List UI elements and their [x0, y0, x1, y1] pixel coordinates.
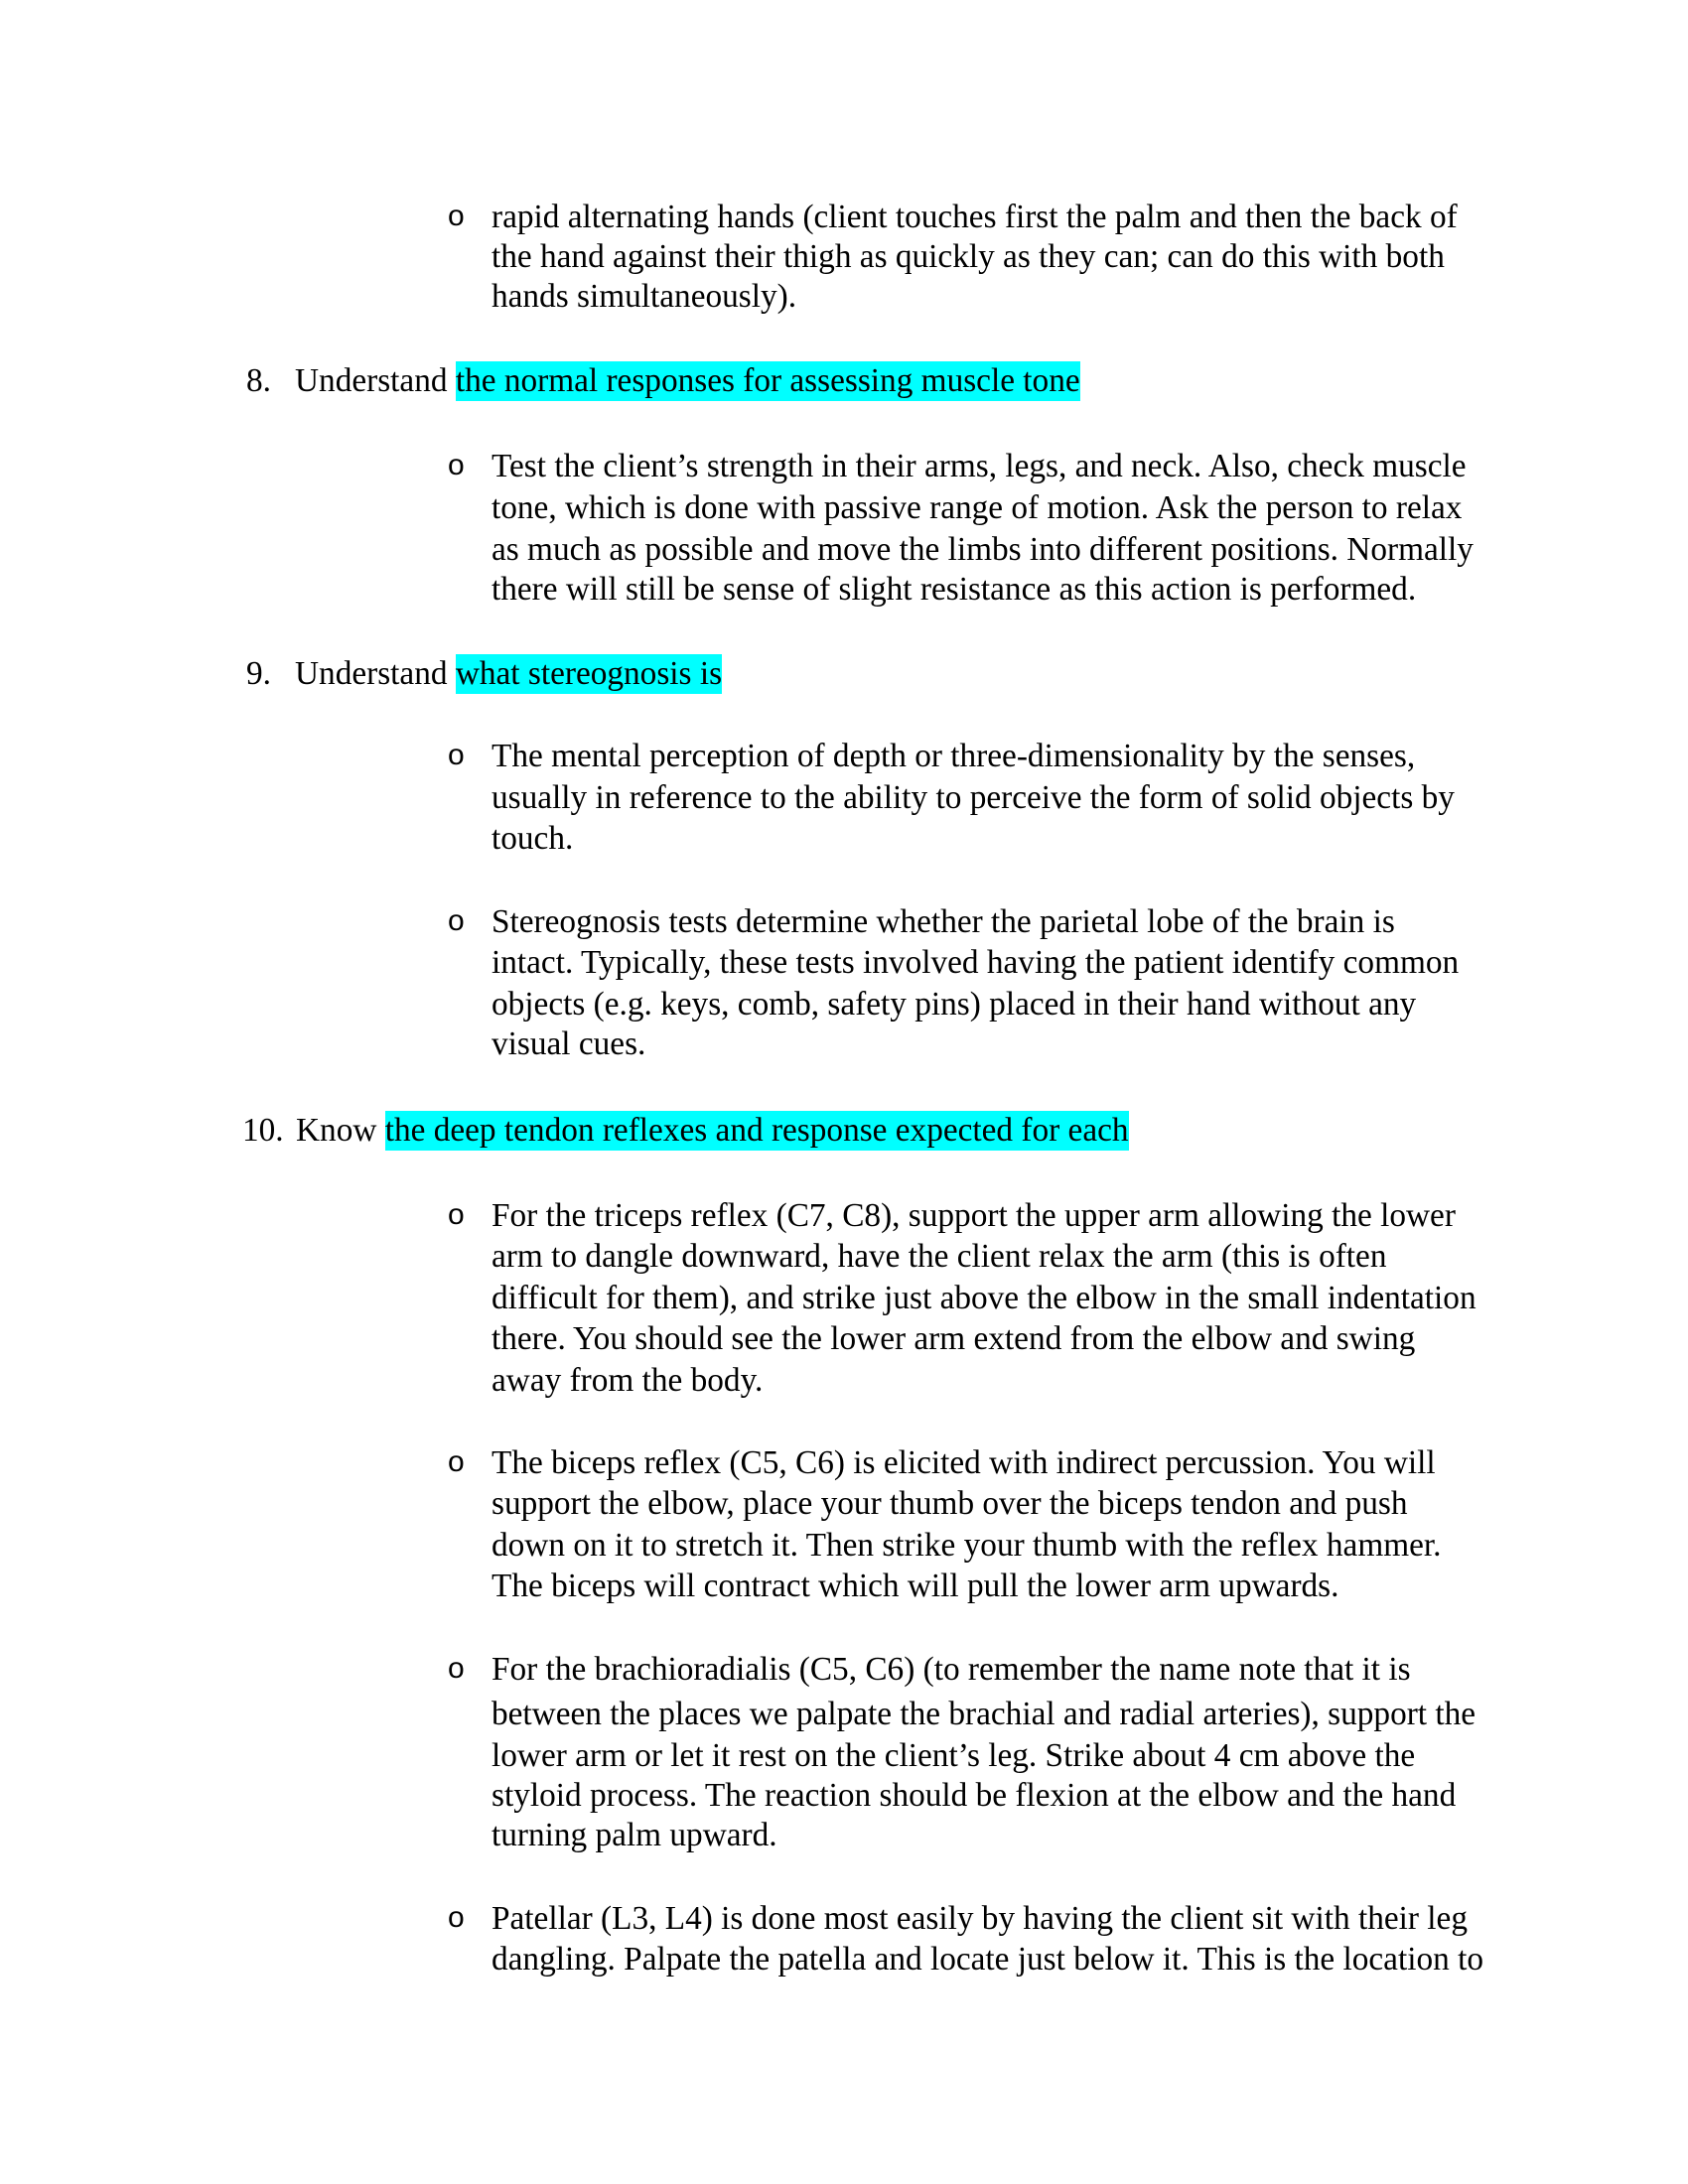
bullet-text-line: The biceps reflex (C5, C6) is elicited with indirect percussion. You will	[492, 1444, 1436, 1481]
bullet-text-line: usually in reference to the ability to perceive the form of solid objects by	[492, 779, 1455, 816]
bullet-text-line: away from the body.	[492, 1362, 764, 1399]
bullet-text-line: there will still be sense of slight resistance as this action is performed.	[492, 571, 1417, 608]
bullet-text-line: For the brachioradialis (C5, C6) (to remember the name note that it is	[492, 1651, 1411, 1688]
bullet-text-line: visual cues.	[492, 1025, 646, 1062]
item-lead-text: Understand	[295, 655, 448, 692]
highlighted-text: the normal responses for assessing muscle tone	[455, 362, 1080, 399]
bullet-text-line: Stereognosis tests determine whether the parietal lobe of the brain is	[492, 903, 1395, 940]
bullet-circle-icon: o	[448, 449, 465, 481]
bullet-text-line: rapid alternating hands (client touches first the palm and then the back of	[492, 199, 1458, 235]
bullet-text-line: dangling. Palpate the patella and locate just below it. This is the location to	[492, 1941, 1483, 1978]
bullet-text-line: between the places we palpate the brachial and radial arteries), support the	[492, 1696, 1477, 1732]
bullet-text-line: the hand against their thigh as quickly as they can; can do this with both	[492, 238, 1445, 275]
bullet-text-line: objects (e.g. keys, comb, safety pins) placed in their hand without any	[492, 986, 1417, 1023]
bullet-text-line: there. You should see the lower arm extend from the elbow and swing	[492, 1320, 1416, 1357]
bullet-text-line: For the triceps reflex (C7, C8), support the upper arm allowing the lower	[492, 1197, 1456, 1234]
bullet-text-line: The biceps will contract which will pull the lower arm upwards.	[492, 1568, 1339, 1604]
item-heading	[295, 657, 722, 691]
item-lead-text: Understand	[295, 362, 448, 399]
highlighted-text: the deep tendon reflexes and response expected for each	[384, 1112, 1129, 1149]
bullet-text-line: lower arm or let it rest on the client’s leg. Strike about 4 cm above the	[492, 1737, 1416, 1774]
item-lead-text: Know	[296, 1112, 377, 1149]
item-number: 8.	[246, 362, 271, 399]
bullet-text-line: styloid process. The reaction should be flexion at the elbow and the hand	[492, 1777, 1457, 1814]
bullet-text-line: tone, which is done with passive range of motion. Ask the person to relax	[492, 489, 1463, 526]
item-heading	[296, 1114, 1129, 1148]
bullet-text-line: support the elbow, place your thumb over the biceps tendon and push	[492, 1485, 1408, 1522]
bullet-text-line: intact. Typically, these tests involved having the patient identify common	[492, 944, 1460, 981]
bullet-text-line: down on it to stretch it. Then strike your thumb with the reflex hammer.	[492, 1527, 1442, 1564]
bullet-text-line: difficult for them), and strike just above the elbow in the small indentation	[492, 1280, 1477, 1316]
item-number: 9.	[246, 655, 271, 692]
item-number: 10.	[242, 1112, 284, 1149]
bullet-circle-icon: o	[448, 739, 465, 771]
highlighted-text: what stereognosis is	[455, 655, 723, 692]
bullet-circle-icon: o	[448, 1652, 465, 1685]
bullet-text-line: hands simultaneously).	[492, 278, 797, 315]
bullet-text-line: Test the client’s strength in their arms, legs, and neck. Also, check muscle	[492, 448, 1467, 484]
bullet-text-line: The mental perception of depth or three-dimensionality by the senses,	[492, 738, 1416, 774]
bullet-text-line: arm to dangle downward, have the client relax the arm (this is often	[492, 1238, 1387, 1275]
bullet-text-line: Patellar (L3, L4) is done most easily by having the client sit with their leg	[492, 1900, 1468, 1937]
bullet-text-line: turning palm upward.	[492, 1817, 777, 1853]
bullet-text-line: as much as possible and move the limbs into different positions. Normally	[492, 531, 1474, 568]
bullet-circle-icon: o	[448, 200, 465, 232]
bullet-circle-icon: o	[448, 1901, 465, 1934]
bullet-circle-icon: o	[448, 1445, 465, 1478]
bullet-circle-icon: o	[448, 1198, 465, 1231]
bullet-circle-icon: o	[448, 904, 465, 937]
item-heading	[295, 364, 1080, 398]
bullet-text-line: touch.	[492, 820, 574, 857]
